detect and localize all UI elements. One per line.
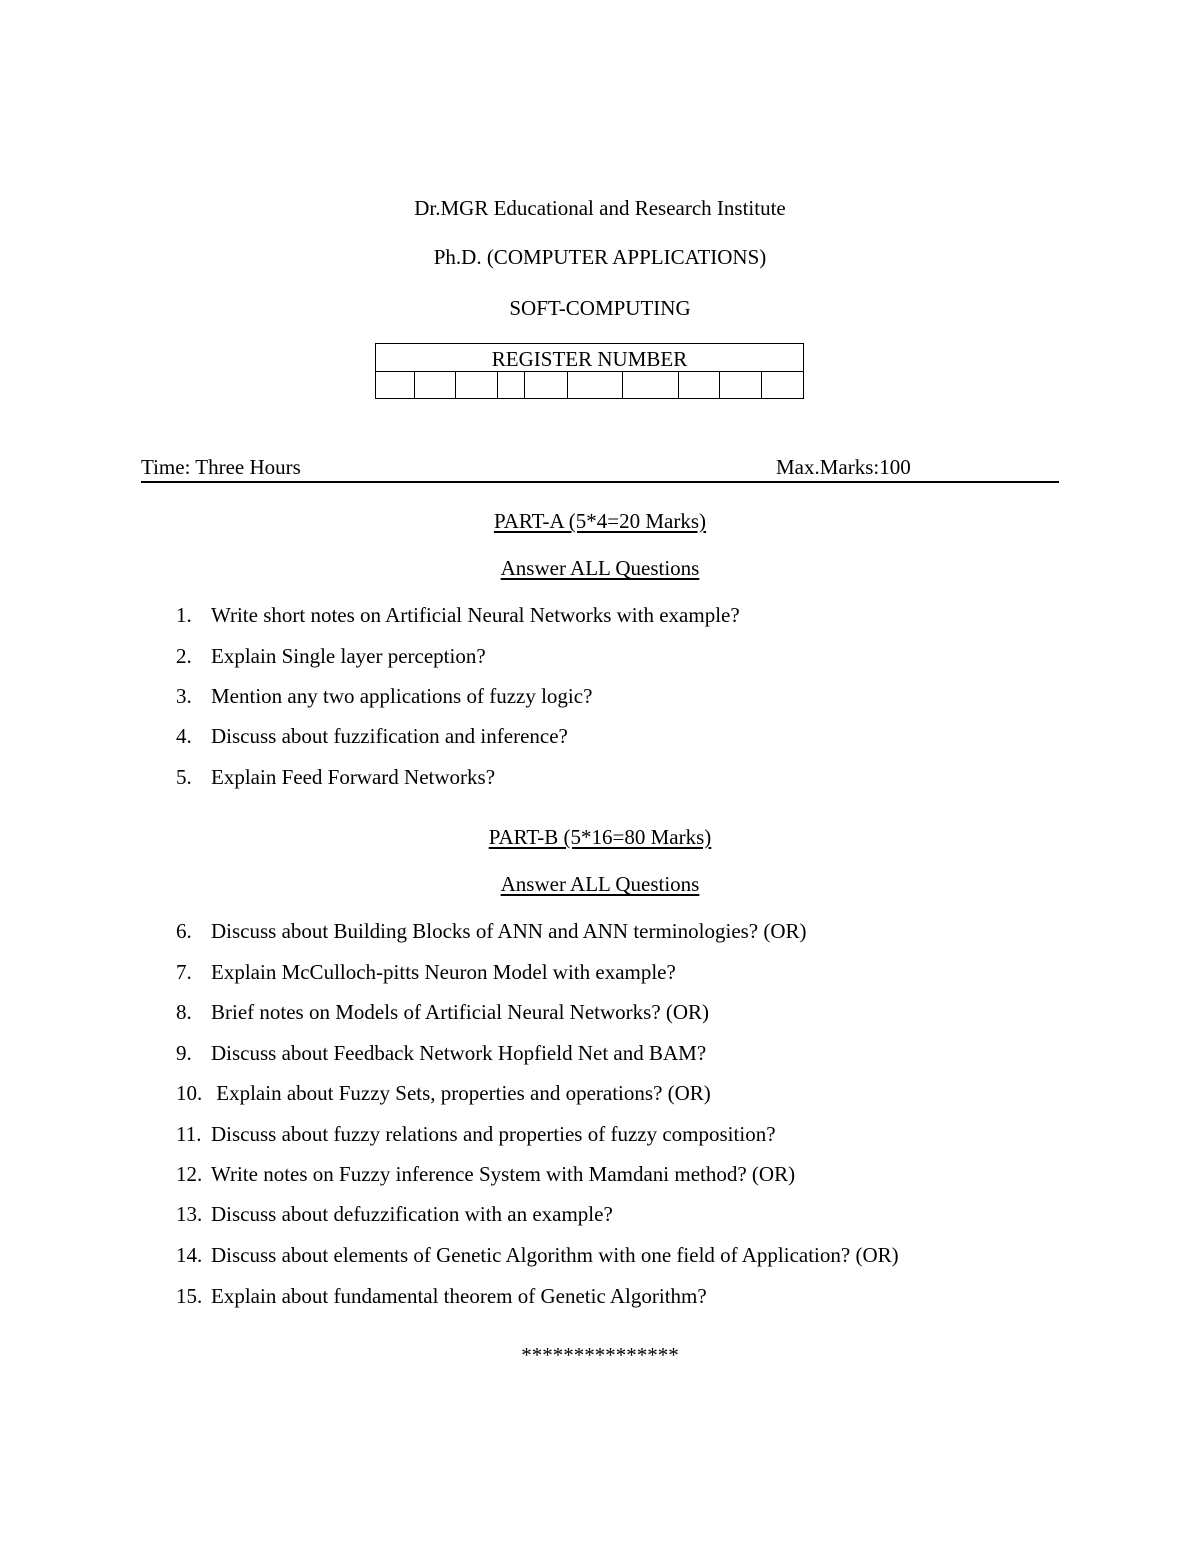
question-text: Discuss about Building Blocks of ANN and ANN terminologies? (OR) — [211, 919, 807, 943]
question-number: 3. — [176, 684, 192, 708]
question-number: 2. — [176, 644, 192, 668]
question-item — [176, 1081, 711, 1105]
part-b-instruction: Answer ALL Questions — [500, 872, 700, 896]
question-item — [176, 1284, 707, 1308]
question-number: 15. — [176, 1284, 203, 1308]
question-text: Explain McCulloch-pitts Neuron Model with example? — [211, 960, 676, 984]
question-text: Explain about Fuzzy Sets, properties and operations? (OR) — [211, 1081, 711, 1105]
register-cell-divider — [678, 372, 679, 398]
register-cell-divider — [455, 372, 456, 398]
exam-time: Time: Three Hours — [141, 455, 301, 479]
register-number-cells[interactable] — [376, 372, 803, 398]
question-item — [176, 724, 568, 748]
register-cell-divider — [761, 372, 762, 398]
part-a-instruction: Answer ALL Questions — [500, 556, 700, 580]
question-item — [176, 765, 495, 789]
question-number: 8. — [176, 1000, 192, 1024]
part-b-instruction-line — [0, 872, 1200, 896]
question-item — [176, 644, 486, 668]
subject-name: SOFT-COMPUTING — [509, 296, 691, 320]
question-item — [176, 684, 592, 708]
question-text: Explain about fundamental theorem of Genetic Algorithm? — [211, 1284, 707, 1308]
register-cell-divider — [567, 372, 568, 398]
register-cell-divider — [622, 372, 623, 398]
question-number: 10. — [176, 1081, 203, 1105]
question-text: Write notes on Fuzzy inference System with Mamdani method? (OR) — [211, 1162, 796, 1186]
question-item — [176, 1041, 706, 1065]
exam-meta-row — [141, 455, 1059, 483]
question-text: Explain Single layer perception? — [211, 644, 486, 668]
end-stars: *************** — [521, 1343, 679, 1367]
question-text: Discuss about Feedback Network Hopfield Net and BAM? — [211, 1041, 707, 1065]
question-item — [176, 919, 807, 943]
question-number: 13. — [176, 1202, 203, 1226]
register-cell-divider — [497, 372, 498, 398]
question-number: 7. — [176, 960, 192, 984]
register-cell-divider — [414, 372, 415, 398]
question-number: 12. — [176, 1162, 203, 1186]
exam-max-marks: Max.Marks:100 — [776, 455, 911, 479]
part-a-instruction-line — [0, 556, 1200, 580]
question-number: 11. — [176, 1122, 202, 1146]
question-number: 9. — [176, 1041, 192, 1065]
question-number: 6. — [176, 919, 192, 943]
part-b-heading — [0, 825, 1200, 849]
question-text: Mention any two applications of fuzzy logic? — [211, 684, 593, 708]
question-text: Discuss about defuzzification with an example? — [211, 1202, 613, 1226]
question-number: 14. — [176, 1243, 203, 1267]
part-a-heading — [0, 509, 1200, 533]
part-a-title: PART-A (5*4=20 Marks) — [493, 509, 707, 533]
part-b-title: PART-B (5*16=80 Marks) — [488, 825, 712, 849]
question-item — [176, 960, 676, 984]
register-cell-divider — [524, 372, 525, 398]
institute-name: Dr.MGR Educational and Research Institute — [414, 196, 786, 220]
question-text: Brief notes on Models of Artificial Neural Networks? (OR) — [211, 1000, 710, 1024]
question-number: 5. — [176, 765, 192, 789]
question-item — [176, 1122, 776, 1146]
question-text: Discuss about fuzzy relations and properties of fuzzy composition? — [211, 1122, 776, 1146]
register-cell-divider — [719, 372, 720, 398]
question-item — [176, 1202, 613, 1226]
program-name: Ph.D. (COMPUTER APPLICATIONS) — [433, 245, 767, 269]
register-number-label: REGISTER NUMBER — [376, 344, 803, 372]
question-item — [176, 1000, 709, 1024]
question-text: Write short notes on Artificial Neural Networks with example? — [211, 603, 740, 627]
question-number: 4. — [176, 724, 192, 748]
question-item — [176, 603, 740, 627]
register-number-box — [375, 343, 804, 399]
question-text: Explain Feed Forward Networks? — [211, 765, 496, 789]
question-text: Discuss about fuzzification and inference? — [211, 724, 568, 748]
question-text: Discuss about elements of Genetic Algorithm with one field of Application? (OR) — [211, 1243, 899, 1267]
question-item — [176, 1243, 899, 1267]
question-number: 1. — [176, 603, 192, 627]
question-item — [176, 1162, 795, 1186]
